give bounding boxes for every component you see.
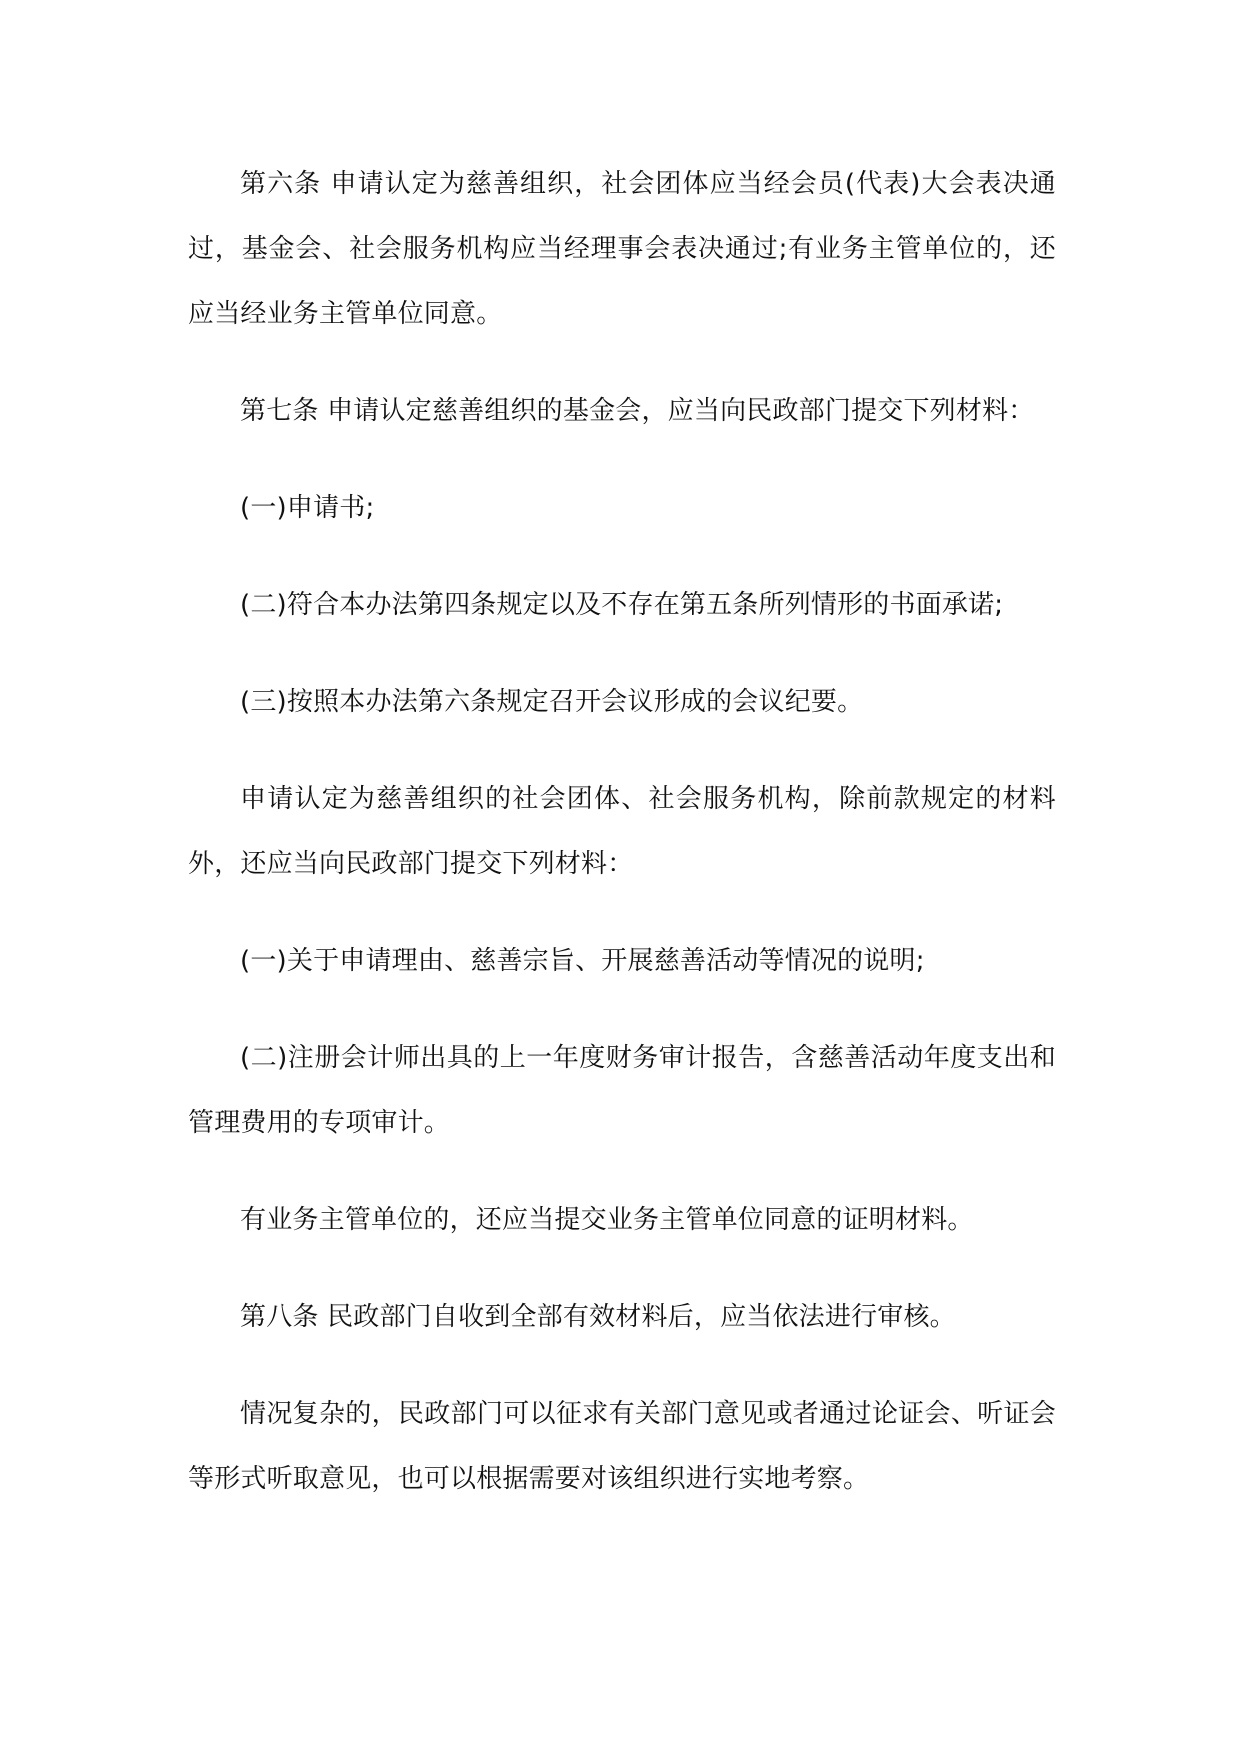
list-item-commitment: (二)符合本办法第四条规定以及不存在第五条所列情形的书面承诺;	[240, 590, 1004, 620]
complex-case-paragraph: 情况复杂的，民政部门可以征求有关部门意见或者通过论证会、听证会等形式听取意见，也可以根据需要对该组织进行实地考察。	[188, 1399, 1056, 1494]
document-body	[188, 152, 1056, 1544]
list-item-explanation: (一)关于申请理由、慈善宗旨、开展慈善活动等情况的说明;	[240, 946, 925, 976]
article-7-paragraph: 第七条 申请认定慈善组织的基金会，应当向民政部门提交下列材料：	[240, 396, 1035, 426]
additional-materials-paragraph: 申请认定为慈善组织的社会团体、社会服务机构，除前款规定的材料外，还应当向民政部门提交下列材料：	[188, 784, 1056, 879]
article-8-paragraph: 第八条 民政部门自收到全部有效材料后，应当依法进行审核。	[240, 1302, 956, 1332]
list-item-application: (一)申请书;	[240, 493, 375, 523]
list-item-meeting-minutes: (三)按照本办法第六条规定召开会议形成的会议纪要。	[240, 687, 864, 717]
article-6-paragraph: 第六条 申请认定为慈善组织，社会团体应当经会员(代表)大会表决通过，基金会、社会服务机构应当经理事会表决通过;有业务主管单位的，还应当经业务主管单位同意。	[188, 169, 1056, 329]
list-item-audit-report: (二)注册会计师出具的上一年度财务审计报告，含慈善活动年度支出和管理费用的专项审计。	[188, 1043, 1056, 1138]
supervisor-consent-paragraph: 有业务主管单位的，还应当提交业务主管单位同意的证明材料。	[240, 1205, 974, 1235]
